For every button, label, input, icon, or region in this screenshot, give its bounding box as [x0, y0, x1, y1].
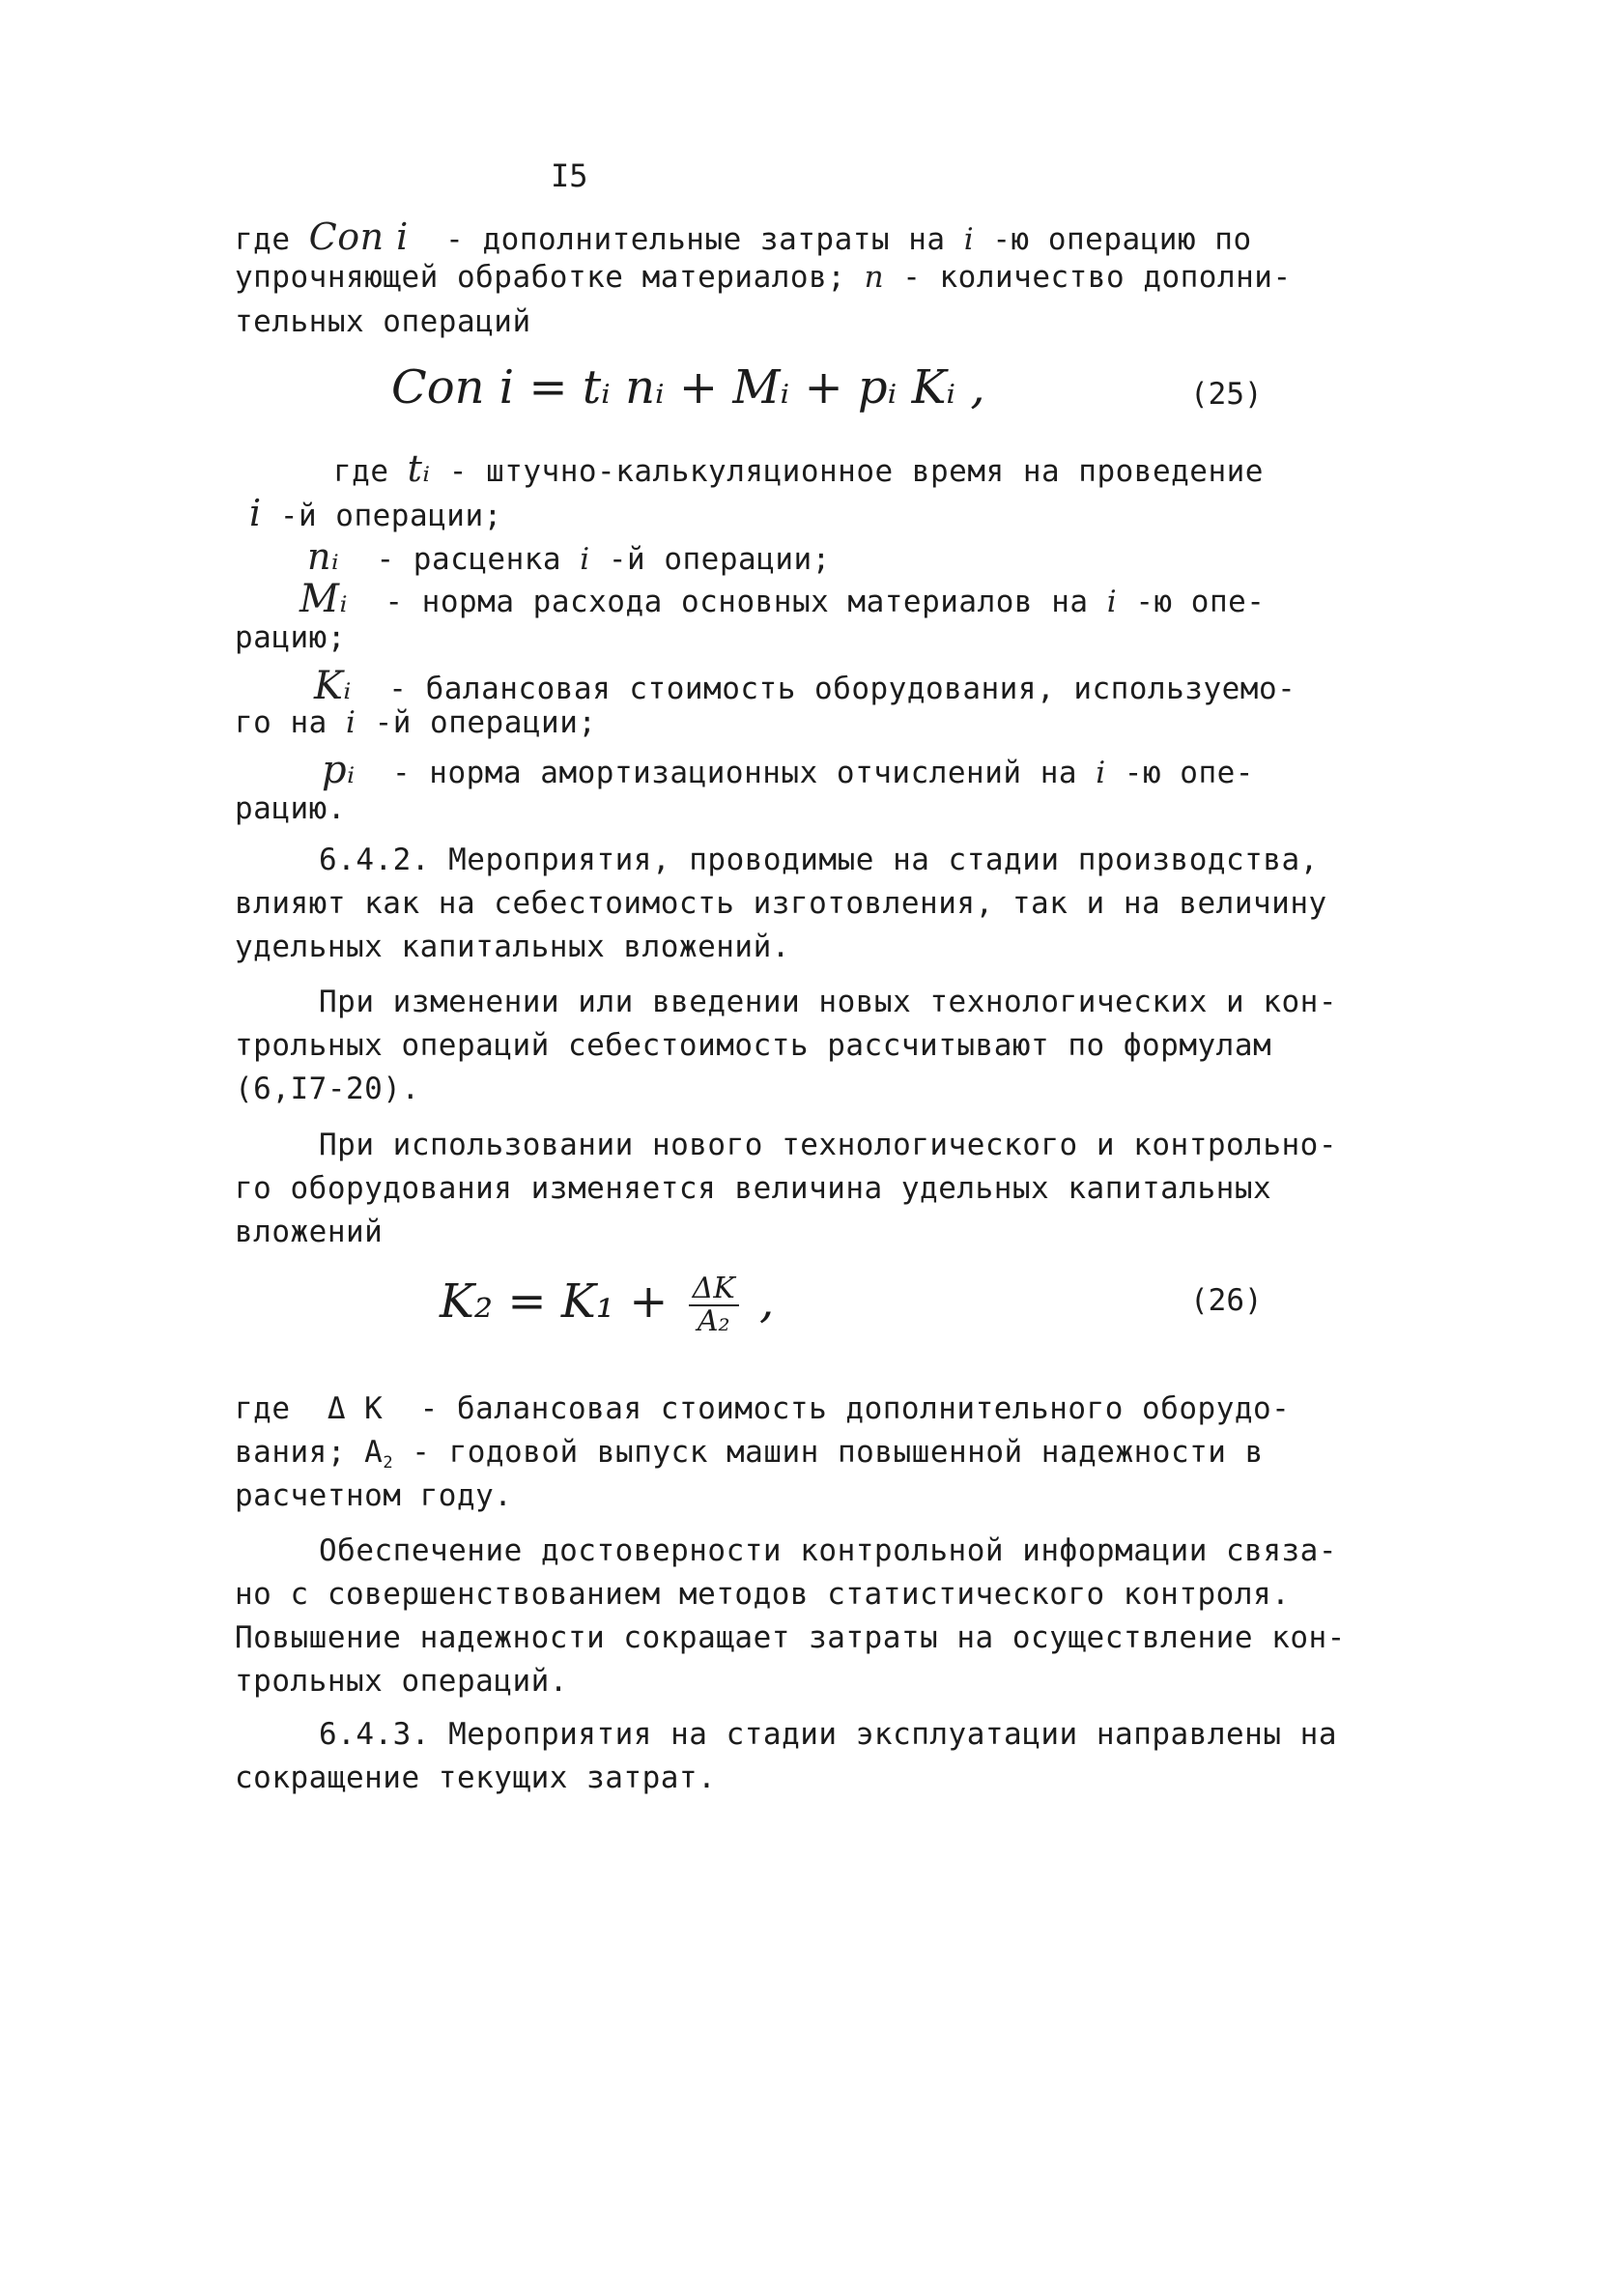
- paragraph-line: 6.4.3. Мероприятия на стадии эксплуатации направлены на: [319, 1717, 1337, 1752]
- text-line: рацию;: [235, 620, 346, 655]
- text-line: [322, 748, 1254, 792]
- paragraph-line: Обеспечение достоверности контрольной информации связа-: [319, 1533, 1337, 1568]
- text: - годовой выпуск машин повышенной надежности в: [393, 1435, 1264, 1470]
- symbol-i: i: [1096, 756, 1106, 790]
- symbol-i: i: [963, 222, 975, 257]
- text: где: [235, 222, 309, 257]
- text-line: [235, 705, 597, 740]
- paragraph-line: трольных операций себестоимость рассчитывают по формулам: [235, 1028, 1272, 1063]
- paragraph-line: Повышение надежности сокращает затраты на осуществление кон-: [235, 1620, 1346, 1655]
- symbol-i: i: [249, 492, 262, 534]
- symbol-c-op-i: Cоп i: [308, 215, 409, 258]
- text-line: [249, 492, 502, 534]
- paragraph-line: удельных капитальных вложений.: [235, 930, 790, 964]
- text: -й операции;: [589, 542, 831, 577]
- paragraph-line: влияют как на себестоимость изготовления, так и на величину: [235, 886, 1327, 921]
- text-line: тельных операций: [235, 304, 531, 339]
- paragraph-line: вложений: [235, 1215, 384, 1249]
- subscript: 2: [383, 1452, 394, 1473]
- formula-lhs: K₂ = K₁ +: [440, 1274, 683, 1329]
- formula-25: Cоп i = tᵢ nᵢ + Mᵢ + pᵢ Kᵢ ,: [391, 360, 985, 415]
- text-line: [333, 447, 1264, 490]
- text: упрочняющей обработке материалов;: [235, 260, 865, 295]
- text: - норма амортизационных отчислений на: [355, 756, 1097, 790]
- text: - количество дополни-: [884, 260, 1292, 295]
- symbol-i: i: [1106, 585, 1118, 619]
- text: - расценка: [339, 542, 581, 577]
- text: -й операции;: [356, 705, 597, 740]
- text-line: [235, 1391, 1291, 1426]
- fraction-numerator: ΔK: [689, 1273, 739, 1306]
- formula-tail: ,: [744, 1274, 775, 1329]
- paragraph-line: сокращение текущих затрат.: [235, 1760, 717, 1795]
- text: - норма расхода основных материалов на: [348, 585, 1107, 619]
- symbol-m-i: Mᵢ: [299, 577, 349, 621]
- text-line: [235, 215, 1252, 258]
- equation-number-26: (26): [1190, 1283, 1263, 1318]
- text-line: [314, 664, 1296, 708]
- text-line: [235, 260, 1292, 295]
- fraction: [689, 1273, 739, 1336]
- symbol-t-i: tᵢ: [407, 447, 431, 490]
- paragraph-line: При изменении или введении новых технологических и кон-: [319, 985, 1337, 1019]
- equation-number-25: (25): [1190, 377, 1263, 412]
- paragraph-line: 6.4.2. Мероприятия, проводимые на стадии производства,: [319, 843, 1319, 877]
- formula-26: [440, 1273, 774, 1336]
- paragraph-line: (6,I7-20).: [235, 1072, 420, 1106]
- text: - дополнительные затраты на: [408, 222, 964, 257]
- symbol-n: n: [864, 260, 885, 295]
- text: го на: [235, 705, 346, 740]
- fraction-denominator: A₂: [697, 1303, 730, 1338]
- text: - балансовая стоимость оборудования, используемо-: [351, 672, 1296, 706]
- paragraph-line: трольных операций.: [235, 1664, 568, 1699]
- paragraph-line: При использовании нового технологического и контрольно-: [319, 1128, 1337, 1162]
- text-line: [307, 535, 831, 578]
- symbol-delta-k: Δ K: [327, 1391, 384, 1426]
- text: - штучно-калькуляционное время на проведение: [430, 454, 1264, 489]
- text-line: расчетном году.: [235, 1478, 513, 1513]
- text: - балансовая стоимость дополнительного оборудо-: [383, 1391, 1291, 1426]
- text: вания; A: [235, 1435, 384, 1470]
- text-line: [235, 1435, 1264, 1473]
- paragraph-line: но с совершенствованием методов статистического контроля.: [235, 1577, 1291, 1612]
- text: -ю операцию по: [974, 222, 1252, 257]
- text: -й операции;: [261, 499, 502, 533]
- symbol-n-i: nᵢ: [307, 535, 340, 578]
- text-line: рацию.: [235, 791, 346, 826]
- text: где: [235, 1391, 328, 1426]
- symbol-i: i: [345, 705, 356, 740]
- page-number: I5: [551, 157, 588, 194]
- symbol-i: i: [580, 542, 590, 577]
- text: -ю опе-: [1105, 756, 1254, 790]
- paragraph-line: го оборудования изменяется величина удельных капитальных: [235, 1171, 1272, 1206]
- text: -ю опе-: [1117, 585, 1266, 619]
- text: где: [333, 454, 408, 489]
- text-line: [299, 577, 1266, 621]
- symbol-p-i: pᵢ: [322, 748, 356, 792]
- symbol-k-i: Kᵢ: [314, 664, 352, 708]
